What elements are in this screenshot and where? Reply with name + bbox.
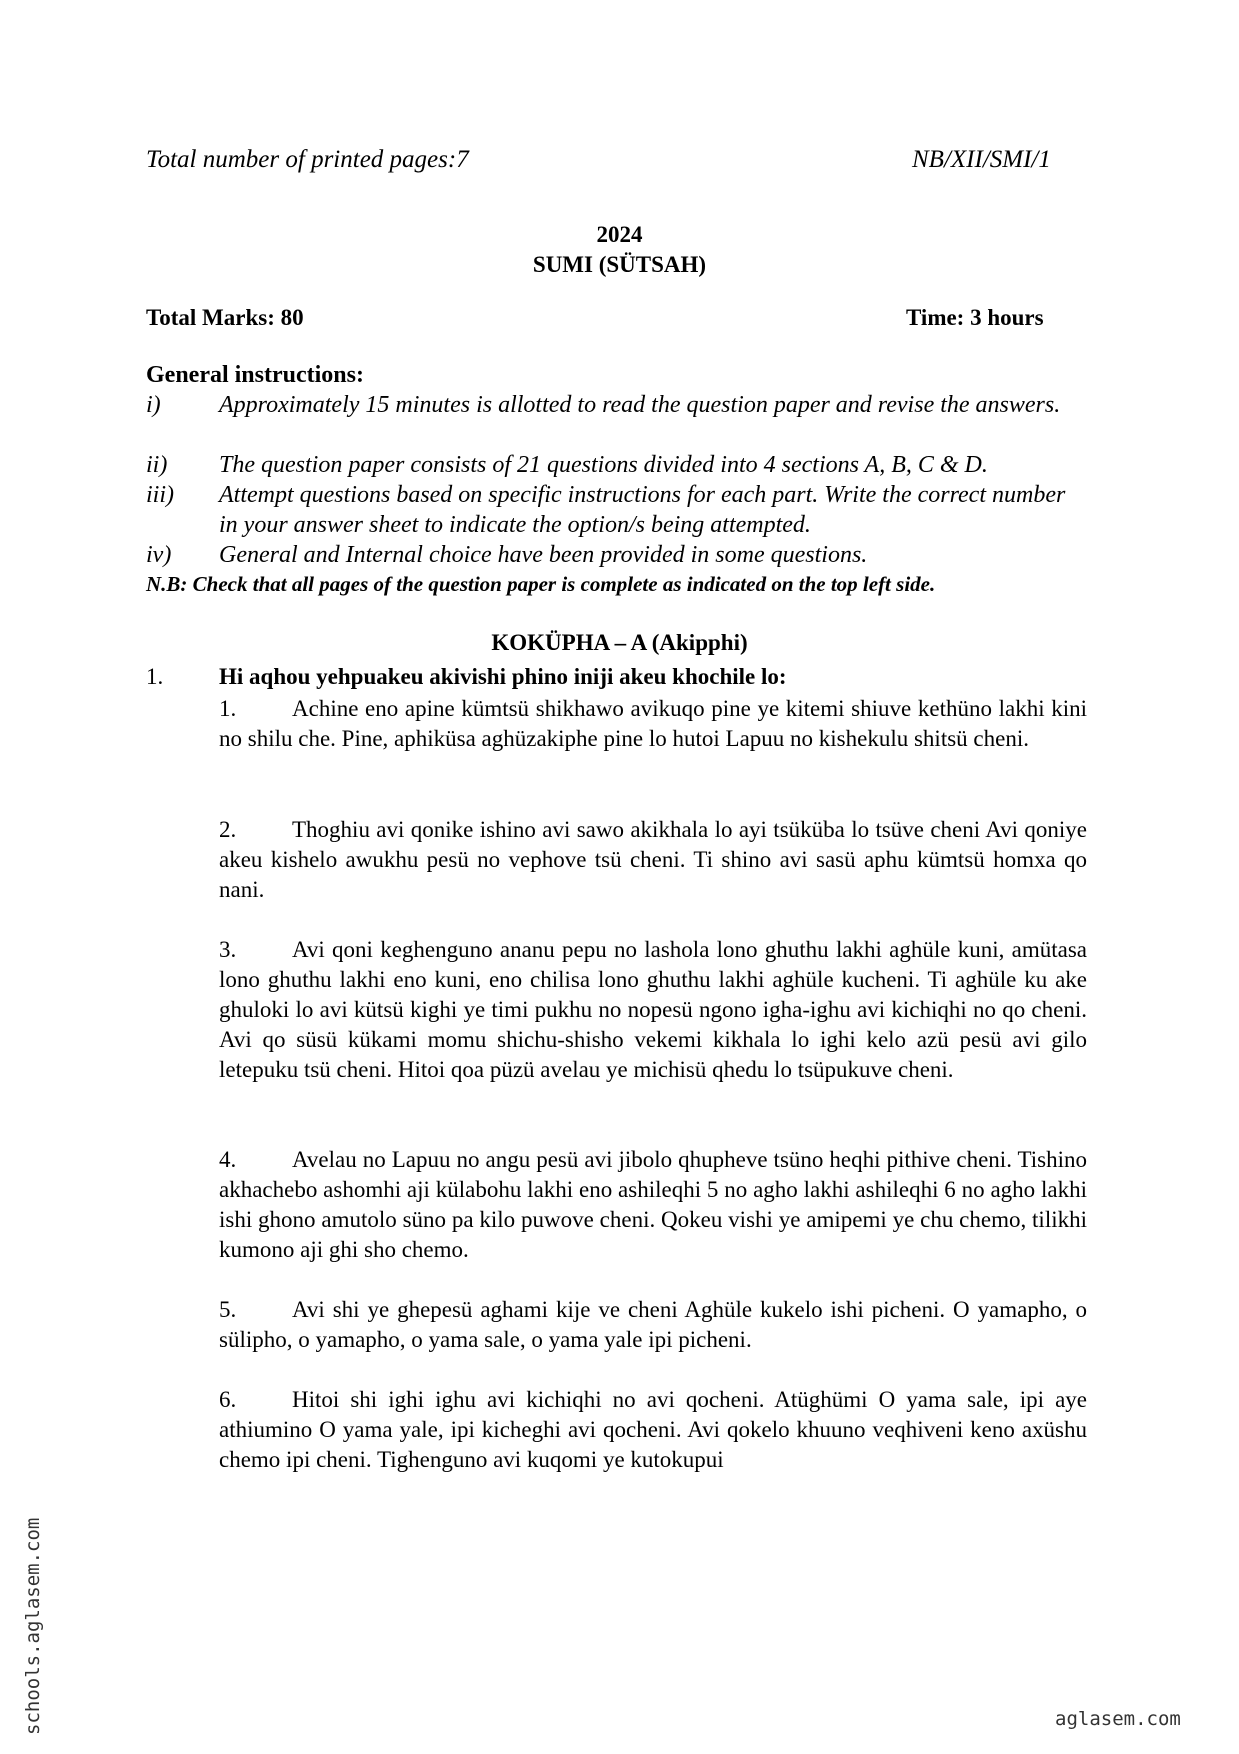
instruction-number: iii): [146, 482, 174, 508]
instruction-number: ii): [146, 452, 168, 478]
paragraph-number: 1.: [219, 696, 237, 721]
paper-code: NB/XII/SMI/1: [912, 146, 1051, 173]
instruction-text: General and Internal choice have been provided in some questions.: [219, 542, 868, 568]
passage-paragraph: [219, 1385, 1087, 1475]
exam-year: 2024: [596, 222, 643, 247]
subject-title: SUMI (SÜTSAH): [532, 252, 707, 277]
paragraph-number: 5.: [219, 1297, 237, 1322]
paragraph-number: 2.: [219, 817, 237, 842]
paragraph-text: Hitoi shi ighi ighu avi kichiqhi no avi qocheni. Atüghümi O yama sale, ipi aye athiumino O yama yale, ipi kicheghi avi qocheni. Avi qokelo khuuno veqhiveni keno axüshu chemo ipi cheni. Tighenguno avi kuqomi ye kutokupui: [219, 1387, 1087, 1472]
total-marks: Total Marks: 80: [146, 305, 304, 330]
paragraph-text: Avi qoni keghenguno ananu pepu no lashola lono ghuthu lakhi aghüle kuni, amütasa lono ghuthu lakhi eno kuni, eno chilisa lono ghuthu lakhi aghüle kucheni. Ti aghüle ku ake ghuloki lo avi kütsü kighi ye timi pukhu no nopesü ngono igha-ighu avi kichiqhi no qo cheni. Avi qo süsü kükami momu shichu-shisho vekemi kikhala lo ighi kelo azü pesü avi gilo letepuku tsü cheni. Hitoi qoa püzü avelau ye michisü qhedu lo tsüpukuve cheni.: [219, 937, 1087, 1082]
paragraph-text: Thoghiu avi qonike ishino avi sawo akikhala lo ayi tsüküba lo tsüve cheni Avi qoniye akeu kishelo awukhu pesü no vephove tsü cheni. Ti shino avi sasü aphu kümtsü homxa qo nani.: [219, 817, 1087, 902]
instructions-heading: General instructions:: [146, 362, 364, 388]
pages-count: Total number of printed pages:7: [146, 146, 469, 173]
side-watermark: schools.aglasem.com: [22, 1517, 44, 1735]
instruction-text: Approximately 15 minutes is allotted to read the question paper and revise the answers.: [219, 392, 1061, 418]
passage-paragraph: [219, 935, 1087, 1085]
paragraph-number: 3.: [219, 937, 237, 962]
paragraph-text: Avelau no Lapuu no angu pesü avi jibolo qhupheve tsüno heqhi pithive cheni. Tishino akhachebo ashomhi aji külabohu lakhi eno ashileqhi 5 no agho lakhi ashileqhi 6 no agho lakhi ishi ghono amutolo süno pa kilo puwove cheni. Qokeu vishi ye amipemi ye chu chemo, tilikhi kumono aji ghi sho chemo.: [219, 1147, 1087, 1262]
bottom-watermark: aglasem.com: [1055, 1708, 1181, 1730]
instruction-text: The question paper consists of 21 questions divided into 4 sections A, B, C & D.: [219, 452, 988, 478]
section-title: KOKÜPHA – A (Akipphi): [491, 630, 748, 655]
passage-paragraph: [219, 694, 1087, 754]
passage-paragraph: [219, 815, 1087, 905]
instruction-number: i): [146, 392, 161, 418]
paragraph-text: Achine eno apine kümtsü shikhawo avikuqo pine ye kitemi shiuve kethüno lakhi kini no shilu che. Pine, aphiküsa aghüzakiphe pine lo hutoi Lapuu no kishekulu shitsü cheni.: [219, 696, 1087, 751]
instruction-text: Attempt questions based on specific instructions for each part. Write the correct number in your answer sheet to indicate the option/s being attempted.: [219, 482, 1066, 538]
passage-paragraph: [219, 1295, 1087, 1355]
nb-note: N.B: Check that all pages of the question paper is complete as indicated on the top left side.: [146, 572, 936, 596]
paragraph-number: 6.: [219, 1387, 237, 1412]
paragraph-number: 4.: [219, 1147, 237, 1172]
paragraph-text: Avi shi ye ghepesü aghami kije ve cheni Aghüle kukelo ishi picheni. O yamapho, o sülipho, o yamapho, o yama sale, o yama yale ipi picheni.: [219, 1297, 1087, 1352]
passage-paragraph: [219, 1145, 1087, 1265]
question-number: 1.: [146, 664, 164, 689]
exam-time: Time: 3 hours: [906, 305, 1044, 330]
question-text: Hi aqhou yehpuakeu akivishi phino iniji akeu khochile lo:: [219, 664, 787, 689]
instruction-number: iv): [146, 542, 172, 568]
